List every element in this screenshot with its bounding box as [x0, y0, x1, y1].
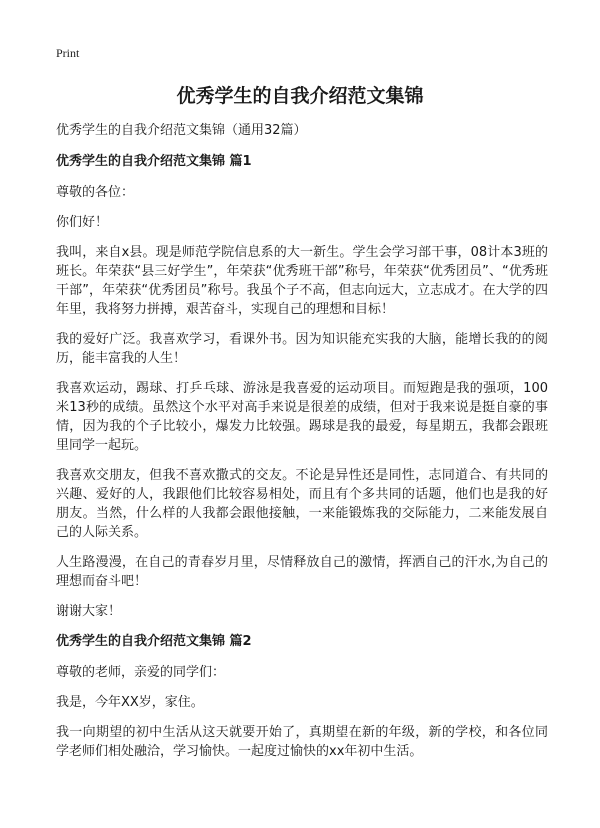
body-paragraph: 我喜欢交朋友，但我不喜欢撒式的交友。不论是异性还是同性，志同道合、有共同的兴趣、爱好的人，我跟他们比较容易相处，而且有个多共同的话题，他们也是我的好朋友。当然，什么样的人我都会跟他接触，一来能锻炼我的交际能力，二来能发展自己的人际关系。 [56, 468, 548, 540]
body-paragraph: 我叫，来自x县。现是师范学院信息系的大一新生。学生会学习部干事，08计本3班的班长。年荣获“县三好学生”，年荣获“优秀班干部”称号，年荣获“优秀团员”、“优秀班干部”，年荣获“优秀团员”称号。我虽个子不高，但志向远大，立志成才。在大学的四年里，我将努力拼搏，艰苦奋斗，实现自己的理想和目标！ [56, 245, 548, 317]
section-heading: 优秀学生的自我介绍范文集锦 篇1 [56, 154, 252, 169]
body-paragraph: 人生路漫漫，在自己的青春岁月里，尽情释放自己的激情，挥洒自己的汗水,为自己的理想而奋斗吧！ [56, 555, 548, 589]
document-body [56, 121, 548, 772]
print-label: Print [56, 46, 80, 60]
document-title: 优秀学生的自我介绍范文集锦 [176, 85, 424, 107]
body-paragraph: 我的爱好广泛。我喜欢学习，看课外书。因为知识能充实我的大脑，能增长我的的阅历，能丰富我的人生！ [56, 332, 548, 366]
closing: 谢谢大家！ [56, 604, 122, 619]
salutation: 尊敬的老师，亲爱的同学们： [56, 665, 226, 680]
section-heading: 优秀学生的自我介绍范文集锦 篇2 [56, 634, 252, 649]
body-paragraph: 我一向期望的初中生活从这天就要开始了，真期望在新的年级，新的学校，和各位同学老师们相处融洽，学习愉快。一起度过愉快的xx年初中生活。 [56, 725, 548, 759]
body-paragraph: 我喜欢运动，踢球、打乒乓球、游泳是我喜爱的运动项目。而短跑是我的强项，100米13秒的成绩。虽然这个水平对高手来说是很差的成绩，但对于我来说是挺自豪的事情，因为我的个子比较小，爆发力比较强。踢球是我的最爱，每星期五，我都会跟班里同学一起玩。 [56, 381, 548, 453]
body-paragraph: 我是，今年XX岁，家住。 [56, 695, 204, 710]
salutation: 尊敬的各位： [56, 185, 135, 200]
document-subtitle: 优秀学生的自我介绍范文集锦（通用32篇） [56, 123, 307, 138]
greeting: 你们好！ [56, 215, 109, 230]
